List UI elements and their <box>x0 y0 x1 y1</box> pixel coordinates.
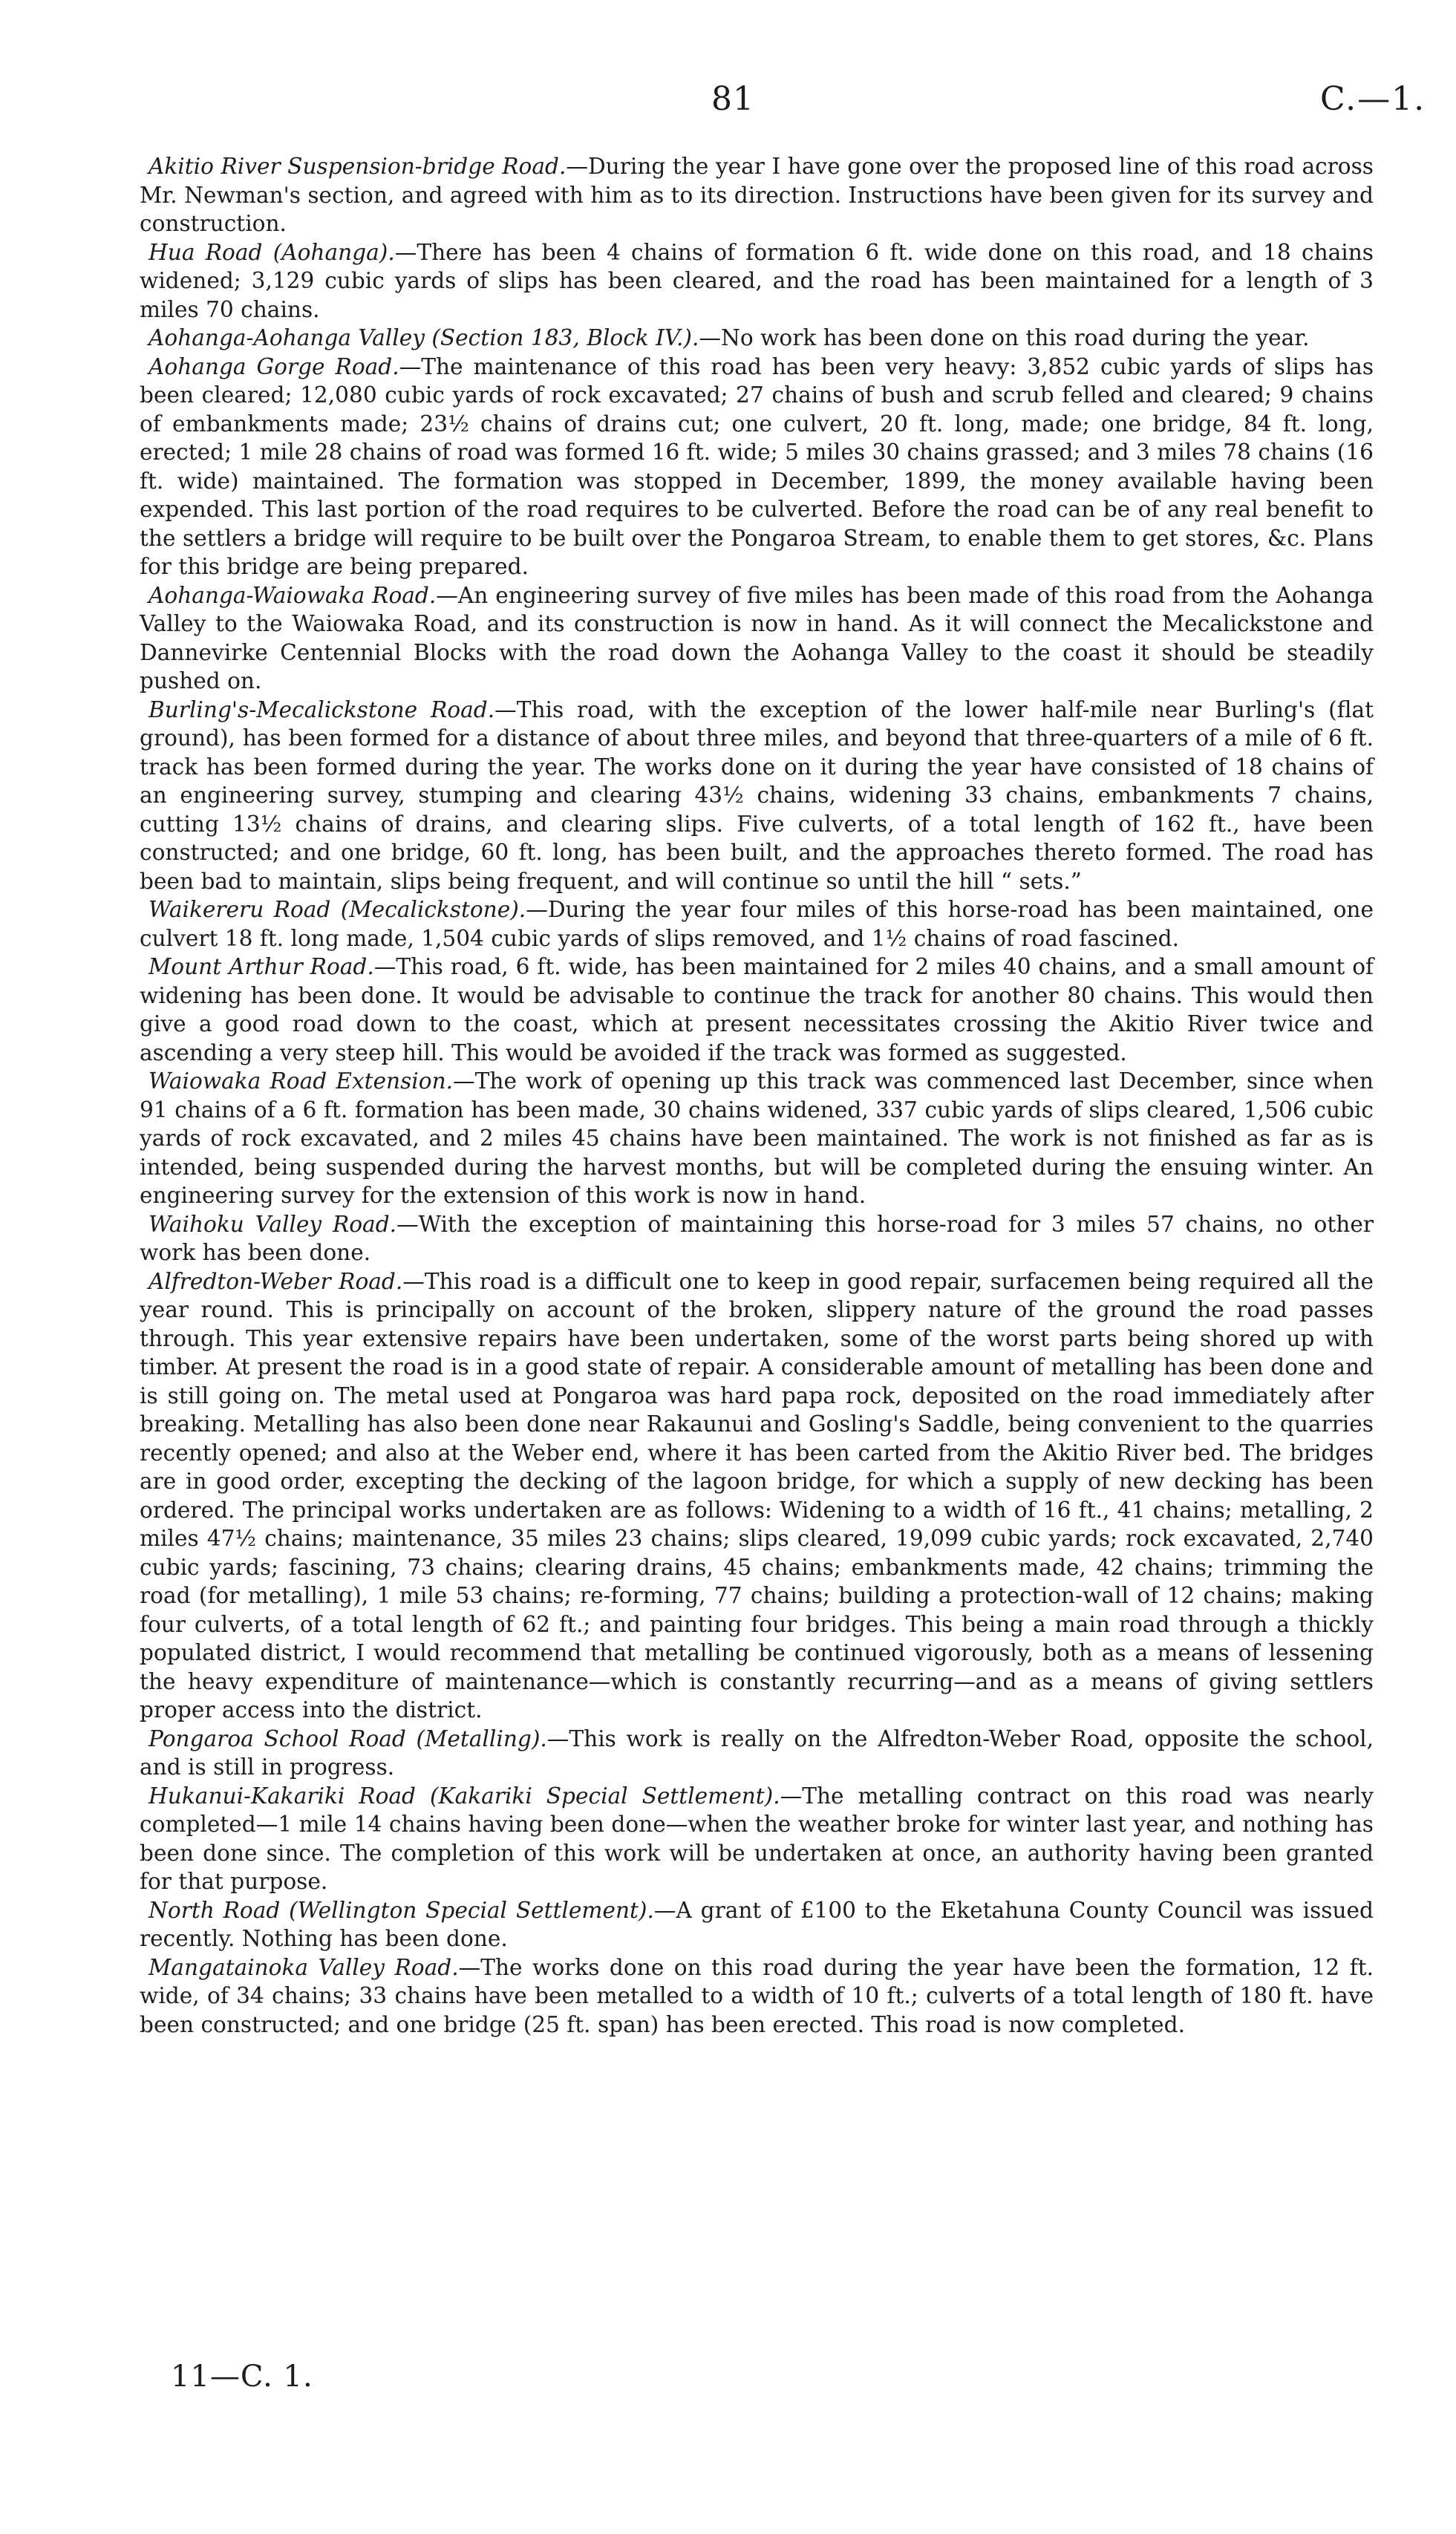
paragraph-text: —During the year I have gone over the proposed line of this road across Mr. Newman's section, and agreed with him as to its direction. Instructions have been given for its survey and construction. <box>140 154 1374 236</box>
paragraph-pongaroa-school-road <box>140 1725 1374 1782</box>
paragraph-text: —A grant of £100 to the Eketahuna County Council was issued recently. Nothing has been done. <box>140 1897 1374 1951</box>
paragraph-title: Burling's-Mecalickstone Road. <box>148 696 495 722</box>
paragraph-title: Hua Road (Aohanga). <box>148 239 395 265</box>
paragraph-aohanga-valley <box>140 324 1374 353</box>
paragraph-north-road <box>140 1896 1374 1953</box>
paragraph-title: Pongaroa School Road (Metalling). <box>148 1725 547 1751</box>
paragraph-mangatainoka-valley-road <box>140 1953 1374 2040</box>
paragraph-alfredton-weber-road <box>140 1267 1374 1725</box>
paragraph-waikereru-road <box>140 895 1374 953</box>
paragraph-mount-arthur-road <box>140 953 1374 1067</box>
paragraph-text: —The maintenance of this road has been very heavy: 3,852 cubic yards of slips has been cleared; 12,080 cubic yards of rock excavated; 27 chains of bush and scrub felled and cleared; 9 chains of embankments made; 23½ chains of drains cut; one culvert, 20 ft. long, made; one bridge, 84 ft. long, erected; 1 mile 28 chains of road was formed 16 ft. wide; 5 miles 30 chains grassed; and 3 miles 78 chains (16 ft. wide) maintained. The formation was stopped in December, 1899, the money available having been expended. This last portion of the road requires to be culverted. Before the road can be of any real benefit to the settlers a bridge will require to be built over the Pongaroa Stream, to enable them to get stores, &c. Plans for this bridge are being prepared. <box>140 353 1374 579</box>
signature-reference: 11—C. 1. <box>171 2360 313 2394</box>
paragraph-title: Aohanga Gorge Road. <box>148 353 399 379</box>
report-body <box>140 152 1374 2039</box>
paragraph-text: —The metalling contract on this road was nearly completed—1 mile 14 chains having been done—when the weather broke for winter last year, and nothing has been done since. The completion of this work will be undertaken at once, an authority having been granted for that purpose. <box>140 1783 1374 1894</box>
paragraph-title: Akitio River Suspension-bridge Road. <box>148 154 567 179</box>
paragraph-text: —This work is really on the Alfredton-Weber Road, opposite the school, and is still in progress. <box>140 1725 1374 1780</box>
page-header <box>0 80 1456 125</box>
paragraph-akitio-suspension-bridge-road <box>140 152 1374 238</box>
paragraph-waiowaka-road-extension <box>140 1067 1374 1210</box>
paragraph-text: —This road is a difficult one to keep in good repair, surfacemen being required all the year round. This is principally on account of the broken, slippery nature of the ground the road passes through. This year extensive repairs have been undertaken, some of the worst parts being shored up with timber. At present the road is in a good state of repair. A considerable amount of metalling has been done and is still going on. The metal used at Pongaroa was hard papa rock, deposited on the road immediately after breaking. Metalling has also been done near Rakaunui and Gosling's Saddle, being convenient to the quarries recently opened; and also at the Weber end, where it has been carted from the Akitio River bed. The bridges are in good order, excepting the decking of the lagoon bridge, for which a supply of new decking has been ordered. The principal works undertaken are as follows: Widening to a width of 16 ft., 41 chains; metalling, 2 miles 47½ chains; maintenance, 35 miles 23 chains; slips cleared, 19,099 cubic yards; rock excavated, 2,740 cubic yards; fascining, 73 chains; clearing drains, 45 chains; embankments made, 42 chains; trimming the road (for metalling), 1 mile 53 chains; re-forming, 77 chains; building a protection-wall of 12 chains; making four culverts, of a total length of 62 ft.; and painting four bridges. This being a main road through a thickly populated district, I would recommend that metalling be continued vigorously, both as a means of lessening the heavy expenditure of maintenance—which is constantly recurring—and as a means of giving settlers proper access into the district. <box>140 1268 1374 1722</box>
paragraph-waihoku-valley-road <box>140 1210 1374 1267</box>
paragraph-burlings-mecalickstone-road <box>140 696 1374 896</box>
paragraph-text: —There has been 4 chains of formation 6 ft. wide done on this road, and 18 chains widened; 3,129 cubic yards of slips has been cleared, and the road has been maintained for a length of 3 miles 70 chains. <box>140 239 1374 322</box>
paragraph-title: North Road (Wellington Special Settlement). <box>148 1897 654 1923</box>
paragraph-hukanui-kakariki-road <box>140 1782 1374 1896</box>
paragraph-title: Hukanui-Kakariki Road (Kakariki Special Settlement). <box>148 1783 780 1809</box>
paragraph-aohanga-gorge-road <box>140 353 1374 581</box>
paragraph-text: —The work of opening up this track was commenced last December, since when 91 chains of a 6 ft. formation has been made, 30 chains widened, 337 cubic yards of slips cleared, 1,506 cubic yards of rock excavated, and 2 miles 45 chains have been maintained. The work is not finished as far as is intended, being suspended during the harvest months, but will be completed during the ensuing winter. An engineering survey for the extension of this work is now in hand. <box>140 1068 1374 1208</box>
paragraph-hua-road <box>140 238 1374 324</box>
paragraph-title: Waihoku Valley Road. <box>148 1211 397 1237</box>
paragraph-title: Aohanga-Aohanga Valley (Section 183, Block IV.). <box>148 325 699 350</box>
paragraph-text: —The works done on this road during the year have been the formation, 12 ft. wide, of 34 chains; 33 chains have been metalled to a width of 10 ft.; culverts of a total length of 180 ft. have been constructed; and one bridge (25 ft. span) has been erected. This road is now completed. <box>140 1954 1374 2037</box>
paragraph-title: Alfredton-Weber Road. <box>148 1268 403 1294</box>
paragraph-text: —With the exception of maintaining this horse-road for 3 miles 57 chains, no other work has been done. <box>140 1211 1374 1265</box>
page-number: 81 <box>711 80 754 118</box>
paragraph-text: —This road, with the exception of the lower half-mile near Burling's (flat ground), has been formed for a distance of about three miles, and beyond that three-quarters of a mile of 6 ft. track has been formed during the year. The works done on it during the year have consisted of 18 chains of an engineering survey, stumping and clearing 43½ chains, widening 33 chains, embankments 7 chains, cutting 13½ chains of drains, and clearing slips. Five culverts, of a total length of 162 ft., have been constructed; and one bridge, 60 ft. long, has been built, and the approaches thereto formed. The road has been bad to maintain, slips being frequent, and will continue so until the hill “ sets.” <box>140 696 1374 894</box>
paragraph-title: Waikereru Road (Mecalickstone). <box>148 897 526 922</box>
paragraph-text: —This road, 6 ft. wide, has been maintained for 2 miles 40 chains, and a small amount of widening has been done. It would be advisable to continue the track for another 80 chains. This would then give a good road down to the coast, which at present necessitates crossing the Akitio River twice and ascending a very steep hill. This would be avoided if the track was formed as suggested. <box>140 954 1374 1065</box>
paragraph-title: Mangatainoka Valley Road. <box>148 1954 459 1980</box>
paragraph-text: —An engineering survey of five miles has been made of this road from the Aohanga Valley to the Waiowaka Road, and its construction is now in hand. As it will connect the Mecalickstone and Dannevirke Centennial Blocks with the road down the Aohanga Valley to the coast it should be steadily pushed on. <box>140 582 1374 693</box>
paragraph-title: Waiowaka Road Extension. <box>148 1068 454 1094</box>
paragraph-title: Aohanga-Waiowaka Road. <box>148 582 437 608</box>
paragraph-text: —No work has been done on this road during the year. <box>699 325 1310 350</box>
document-reference: C.—1. <box>1320 80 1426 118</box>
paragraph-title: Mount Arthur Road. <box>148 954 374 979</box>
paragraph-aohanga-waiowaka-road <box>140 581 1374 696</box>
paragraph-text: —During the year four miles of this horse-road has been maintained, one culvert 18 ft. long made, 1,504 cubic yards of slips removed, and 1½ chains of road fascined. <box>140 897 1374 951</box>
